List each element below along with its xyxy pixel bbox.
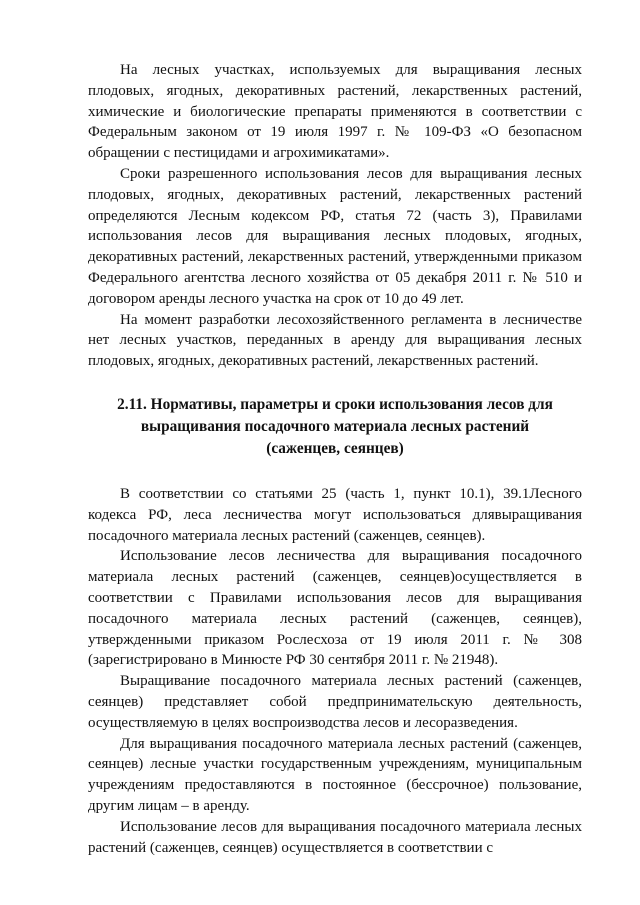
document-page: [88, 60, 582, 858]
section-heading-line-2: выращивания посадочного материала лесных растений: [140, 417, 530, 435]
paragraph-chemicals: На лесных участках, используемых для выращивания лесных плодовых, ягодных, декоративных растений, лекарственных растений, химические и биологические препараты применяются в соответствии с Федеральным законом от 19 июля 1997 г. № 109-ФЗ «О безопасном обращении с пестицидами и агрохимикатами».: [88, 62, 582, 162]
paragraph-forest-code: В соответствии со статьями 25 (часть 1, пункт 10.1), 39.1Лесного кодекса РФ, леса лесничества могут использоваться длявыращивания посадочного материала лесных растений (саженцев, сеянцев).: [88, 485, 582, 544]
section-heading: [88, 394, 582, 460]
paragraph-rules: Использование лесов лесничества для выращивания посадочного материала лесных растений (саженцев, сеянцев)осуществляется в соответствии с Правилами использования лесов для выращивания посадочного материала лесных растений (саженцев, сеянцев), утвержденными приказом Рослесхоза от 19 июля 2011 г. № 308 (зарегистрировано в Минюсте РФ 30 сентября 2011 г. № 21948).: [88, 548, 582, 669]
paragraph-land-provision: Для выращивания посадочного материала лесных растений (саженцев, сеянцев) лесные участки государственным учреждениям, муниципальным учреждениям предоставляются в постоянное (бессрочное) пользование, другим лицам – в аренду.: [88, 735, 582, 814]
paragraph-usage-terms: Сроки разрешенного использования лесов для выращивания лесных плодовых, ягодных, декоративных растений, лекарственных растений определяются Лесным кодексом РФ, статья 72 (часть 3), Правилами использования лесов для выращивания лесных плодовых, ягодных, декоративных растений, лекарственных растений, утвержденными приказом Федерального агентства лесного хозяйства от 05 декабря 2011 г. № 510 и договором аренды лесного участка на срок от 10 до 49 лет.: [88, 165, 582, 307]
section-heading-line-3: (саженцев, сеянцев): [266, 439, 404, 457]
paragraph-business-activity: Выращивание посадочного материала лесных растений (саженцев, сеянцев) представляет собой предпринимательскую деятельность, осуществляемую в целях воспроизводства лесов и лесоразведения.: [88, 673, 582, 731]
paragraph-usage-continued: Использование лесов для выращивания посадочного материала лесных растений (саженцев, сеянцев) осуществляется в соответствии с: [88, 818, 582, 856]
section-heading-line-1: 2.11. Нормативы, параметры и сроки использования лесов для: [117, 395, 553, 413]
paragraph-no-leased-plots: На момент разработки лесохозяйственного регламента в лесничестве нет лесных участков, переданных в аренду для выращивания лесных плодовых, ягодных, декоративных растений, лекарственных растений.: [88, 311, 582, 370]
